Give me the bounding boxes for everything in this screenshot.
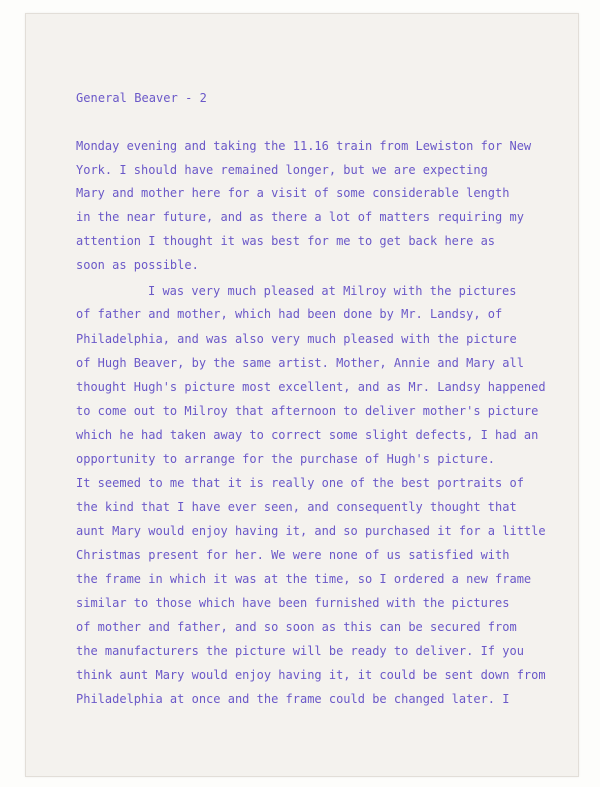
body-line: Philadelphia, and was also very much pleased with the picture — [76, 332, 517, 346]
body-line: of mother and father, and so soon as this can be secured from — [76, 620, 517, 634]
page-heading: General Beaver - 2 — [76, 91, 207, 105]
body-line: of Hugh Beaver, by the same artist. Mother, Annie and Mary all — [76, 356, 524, 370]
body-line: Christmas present for her. We were none of us satisfied with — [76, 548, 510, 562]
body-line: Mary and mother here for a visit of some considerable length — [76, 186, 510, 200]
body-line: the frame in which it was at the time, so I ordered a new frame — [76, 572, 532, 586]
body-line: opportunity to arrange for the purchase of Hugh's picture. — [76, 452, 496, 466]
letter-page — [25, 13, 579, 777]
body-line: Monday evening and taking the 11.16 train from Lewiston for New — [76, 139, 532, 153]
body-line: in the near future, and as there a lot of matters requiring my — [76, 210, 524, 224]
body-line: similar to those which have been furnished with the pictures — [76, 596, 510, 610]
body-line: to come out to Milroy that afternoon to deliver mother's picture — [76, 404, 539, 418]
body-line: the manufacturers the picture will be ready to deliver. If you — [76, 644, 524, 658]
body-line: attention I thought it was best for me to get back here as — [76, 234, 496, 248]
body-line: Philadelphia at once and the frame could be changed later. I — [76, 692, 510, 706]
body-line: aunt Mary would enjoy having it, and so purchased it for a little — [76, 524, 546, 538]
body-line: think aunt Mary would enjoy having it, it could be sent down from — [76, 668, 546, 682]
body-line: soon as possible. — [76, 258, 199, 272]
body-line: which he had taken away to correct some slight defects, I had an — [76, 428, 539, 442]
body-line: the kind that I have ever seen, and consequently thought that — [76, 500, 517, 514]
body-line: of father and mother, which had been done by Mr. Landsy, of — [76, 307, 503, 321]
body-line: It seemed to me that it is really one of the best portraits of — [76, 476, 524, 490]
body-line: I was very much pleased at Milroy with the pictures — [148, 284, 517, 298]
body-line: thought Hugh's picture most excellent, and as Mr. Landsy happened — [76, 380, 546, 394]
body-line: York. I should have remained longer, but we are expecting — [76, 163, 488, 177]
